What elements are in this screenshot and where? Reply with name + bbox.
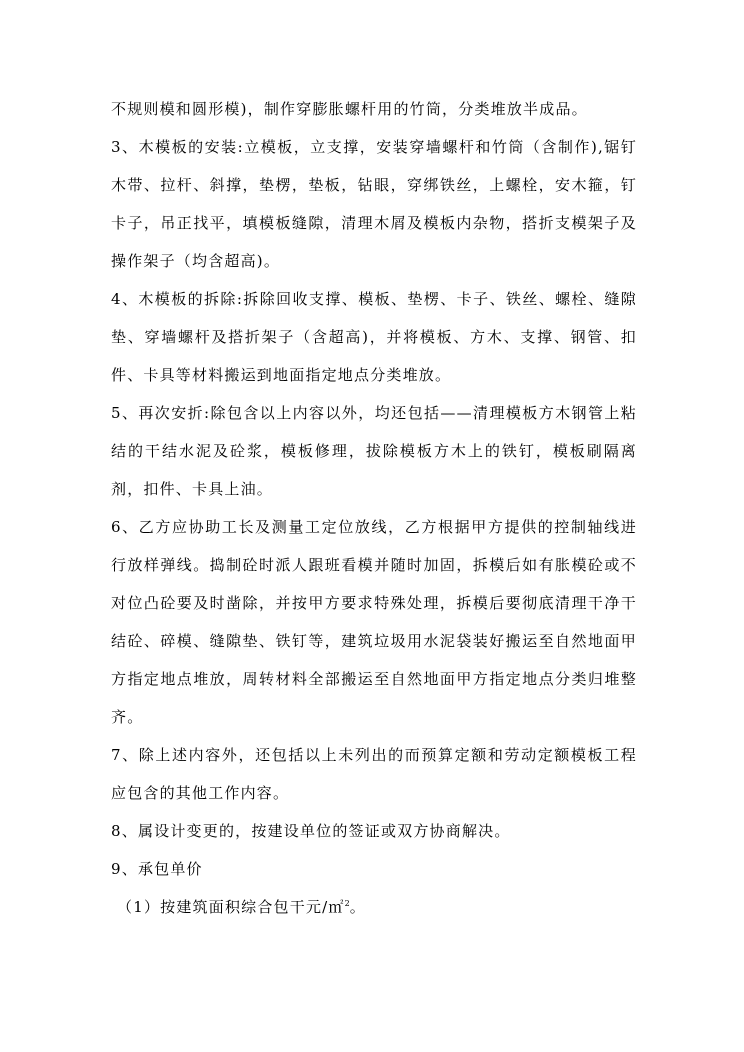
- item-1-unit-price: [111, 888, 637, 926]
- paragraph-9-unit-price-heading: 9、承包单价: [111, 860, 203, 878]
- paragraph-6-surveying-cleanup: 6、乙方应协助工长及测量工定位放线，乙方根据甲方提供的控制轴线进行放样弹线。捣制砼时派人跟班看模并随时加固，拆模后如有胀模砼或不对位凸砼要及时凿除，并按甲方要求特殊处理，拆模后要彻底清理干净干结砼、碎模、缝隙垫、铁钉等，建筑垃圾用水泥袋装好搬运至自然地面甲方指定地点堆放，周转材料全部搬运至自然地面甲方指定地点分类归堆整齐。: [111, 518, 637, 726]
- document-page: [111, 90, 637, 926]
- paragraph-3-formwork-installation: 3、木模板的安装:立模板，立支撑，安装穿墙螺杆和竹筒（含制作),锯钉木带、拉杆、斜撑，垫楞，垫板，钻眼，穿绑铁丝，上螺栓，安木箍，钉卡子，吊正找平，填模板缝隙，清理木屑及模板内杂物，搭折支模架子及操作架子（均含超高)。: [111, 138, 637, 270]
- item-1-end: 。: [349, 898, 366, 916]
- item-1-text: （1）按建筑面积综合包干元/㎡: [117, 898, 345, 916]
- paragraph-7-other-work: 7、除上述内容外，还包括以上未列出的而预算定额和劳动定额模板工程应包含的其他工作内容。: [111, 746, 637, 802]
- paragraph-4-formwork-removal: 4、木模板的拆除:拆除回收支撑、模板、垫楞、卡子、铁丝、螺栓、缝隙垫、穿墙螺杆及搭折架子（含超高)，并将模板、方木、支撑、钢管、扣件、卡具等材料搬运到地面指定地点分类堆放。: [111, 290, 637, 384]
- paragraph-continued: 不规则模和圆形模)，制作穿膨胀螺杆用的竹筒，分类堆放半成品。: [111, 100, 588, 118]
- paragraph-5-reinstallation: 5、再次安折:除包含以上内容以外，均还包括——清理模板方木钢管上粘结的干结水泥及砼浆，模板修理，拔除模板方木上的铁钉，模板刷隔离剂，扣件、卡具上油。: [111, 404, 637, 498]
- paragraph-8-design-change: 8、属设计变更的，按建设单位的签证或双方协商解决。: [111, 822, 511, 840]
- item-1-superscript: 2: [344, 899, 350, 908]
